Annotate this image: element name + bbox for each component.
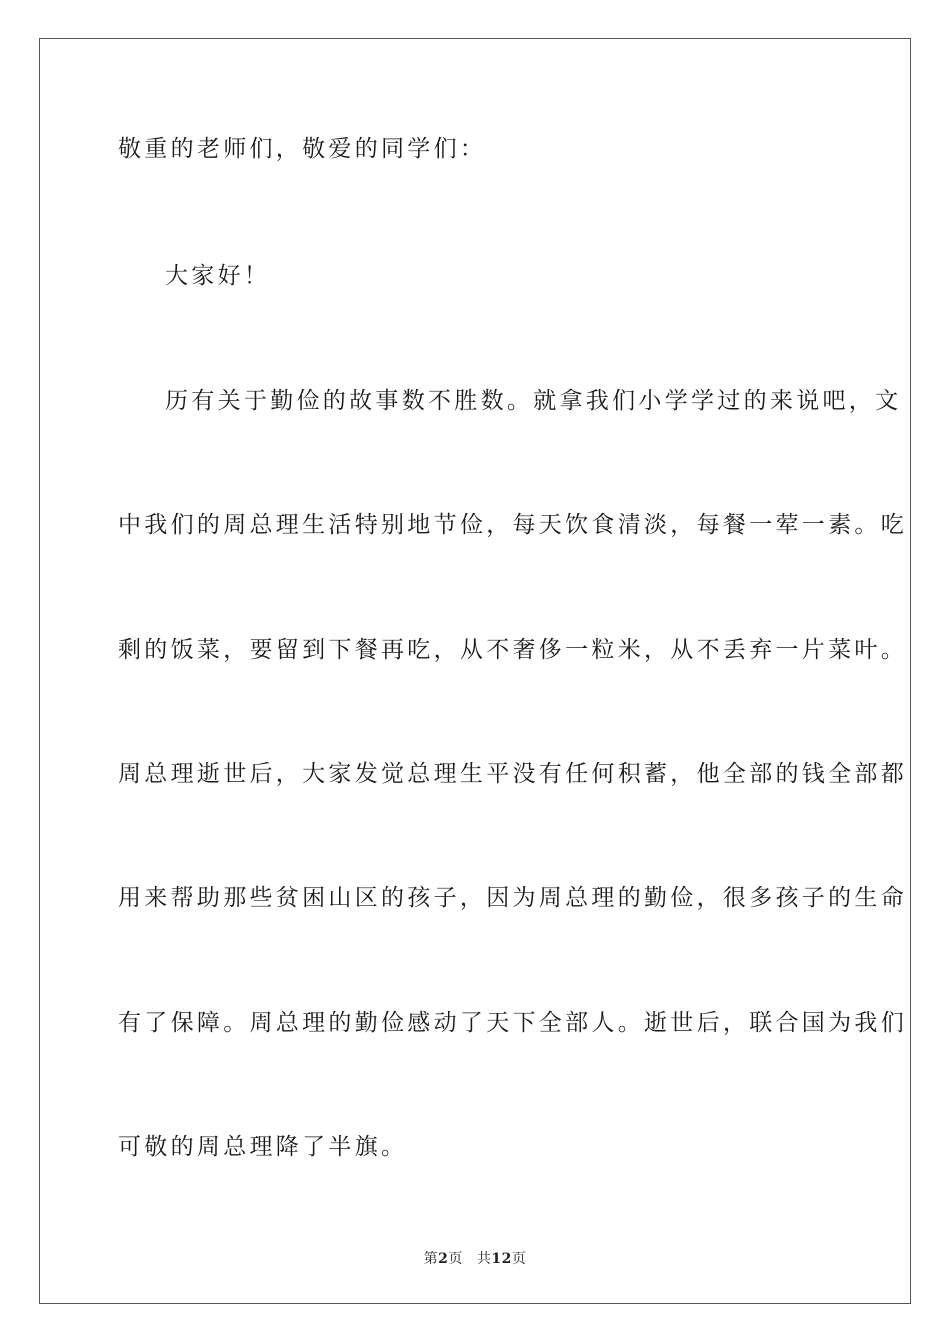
page-border — [39, 38, 911, 1304]
total-pages: 12 — [491, 1251, 512, 1267]
page-suffix: 页 — [448, 1251, 463, 1267]
body-line-3: 剩的饭菜，要留到下餐再吃，从不奢侈一粒米，从不丢弃一片菜叶。 — [118, 637, 907, 663]
total-prefix: 共 — [476, 1251, 492, 1267]
body-line-2: 中我们的周总理生活特别地节俭，每天饮食清淡，每餐一荤一素。吃 — [118, 512, 907, 538]
page-prefix: 第 — [423, 1251, 439, 1267]
body-line-4: 周总理逝世后，大家发觉总理生平没有任何积蓄，他全部的钱全部都 — [118, 761, 907, 787]
greeting-line: 大家好！ — [165, 263, 271, 289]
body-line-6: 有了保障。周总理的勤俭感动了天下全部人。逝世后，联合国为我们 — [118, 1010, 907, 1036]
body-line-7: 可敬的周总理降了半旗。 — [118, 1134, 408, 1160]
page-number: 2 — [438, 1251, 449, 1267]
body-line-1: 历有关于勤俭的故事数不胜数。就拿我们小学学过的来说吧，文 — [165, 388, 902, 414]
body-line-5: 用来帮助那些贫困山区的孩子，因为周总理的勤俭，很多孩子的生命 — [118, 885, 907, 911]
salutation-line: 敬重的老师们，敬爱的同学们： — [118, 136, 487, 162]
total-suffix: 页 — [511, 1251, 527, 1267]
page-footer — [0, 1248, 950, 1268]
